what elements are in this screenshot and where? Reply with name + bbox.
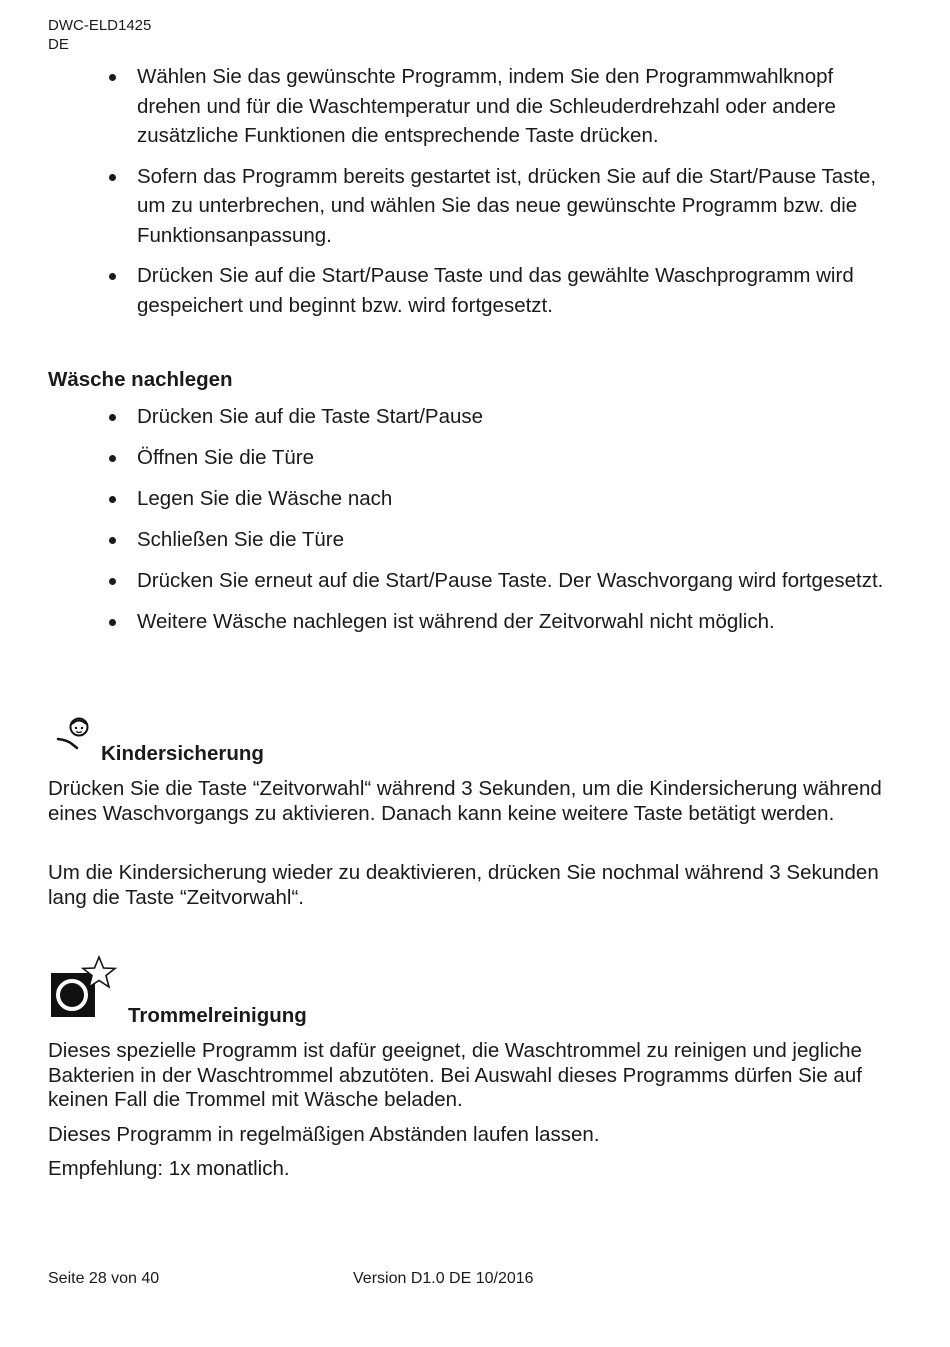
list-item: Drücken Sie auf die Start/Pause Taste und das gewählte Waschprogramm wird gespeichert und beginnt bzw. wird fortgesetzt. [0,261,950,320]
list-item: Sofern das Programm bereits gestartet ist, drücken Sie auf die Start/Pause Taste, um zu unterbrechen, und wählen Sie das neue gewünschte Programm bzw. die Funktionsanpassung. [0,162,950,251]
list-item: Drücken Sie auf die Taste Start/Pause [0,402,950,432]
drum-clean-icon [50,955,120,1019]
list-item: Schließen Sie die Türe [0,525,950,555]
program-change-list [0,62,950,331]
document-header [48,16,151,54]
list-item: Wählen Sie das gewünschte Programm, indem Sie den Programmwahlknopf drehen und für die Waschtemperatur und die Schleuderdrehzahl oder andere zusätzliche Funktionen die entsprechende Taste drücken. [0,62,950,151]
kindersicherung-paragraph-2: Um die Kindersicherung wieder zu deaktivieren, drücken Sie nochmal während 3 Sekunden lang die Taste “Zeitvorwahl“. [48,861,879,909]
trommel-paragraph-2: Dieses Programm in regelmäßigen Abständen laufen lassen. [48,1123,600,1146]
list-item: Weitere Wäsche nachlegen ist während der Zeitvorwahl nicht möglich. [0,607,950,637]
list-item: Öffnen Sie die Türe [0,443,950,473]
trommel-paragraph-1: Dieses spezielle Programm ist dafür geeignet, die Waschtrommel zu reinigen und jegliche Bakterien in der Waschtrommel abzutöten. Bei Auswahl dieses Programms dürfen Sie auf keinen Fall die Trommel mit Wäsche beladen. [48,1039,862,1111]
child-lock-icon [55,715,99,751]
section-title-kindersicherung: Kindersicherung [101,742,264,765]
list-item: Legen Sie die Wäsche nach [0,484,950,514]
version-label: Version D1.0 DE 10/2016 [353,1270,534,1287]
model-number: DWC-ELD1425 [48,17,152,34]
nachlegen-list [0,402,950,648]
section-title-trommelreinigung: Trommelreinigung [128,1004,307,1027]
language-code: DE [48,36,69,53]
trommel-paragraph-3: Empfehlung: 1x monatlich. [48,1157,290,1180]
section-title-nachlegen: Wäsche nachlegen [48,368,233,391]
kindersicherung-paragraph-1: Drücken Sie die Taste “Zeitvorwahl“ während 3 Sekunden, um die Kindersicherung während eines Waschvorgangs zu aktivieren. Danach kann keine weitere Taste betätigt werden. [48,777,882,825]
page-number: Seite 28 von 40 [48,1270,160,1287]
list-item: Drücken Sie erneut auf die Start/Pause Taste. Der Waschvorgang wird fortgesetzt. [0,566,950,596]
